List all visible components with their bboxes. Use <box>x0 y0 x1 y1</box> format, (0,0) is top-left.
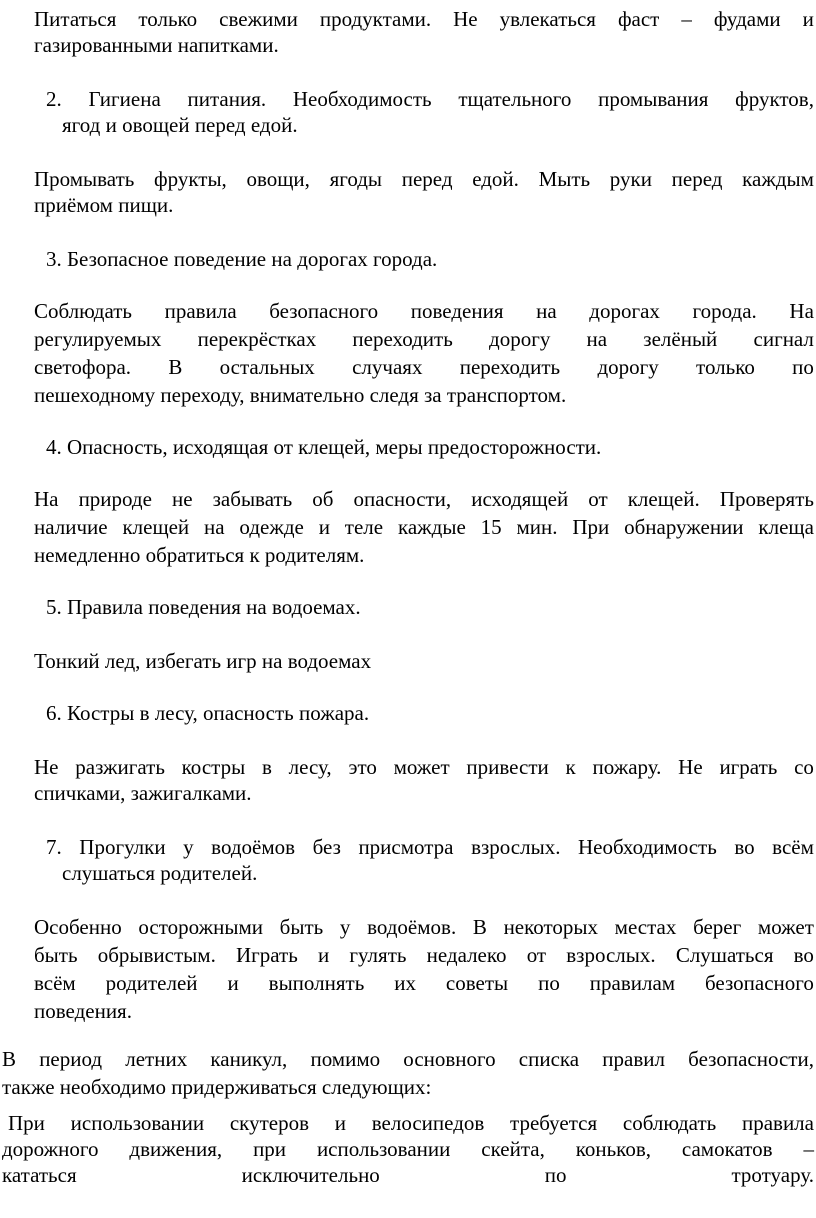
word: местах <box>614 915 677 939</box>
word: свежими <box>219 7 298 31</box>
word: при <box>253 1137 287 1161</box>
word: и <box>317 943 330 967</box>
word: всём <box>772 835 814 859</box>
word: Слушаться <box>675 943 774 967</box>
paragraph-line: также необходимо придерживаться следующих: <box>2 1075 432 1099</box>
word: остальных <box>219 355 315 379</box>
word: Играть <box>235 943 298 967</box>
word: При <box>8 1111 45 1135</box>
paragraph-line <box>34 166 814 192</box>
word: велосипедов <box>371 1111 485 1135</box>
word: переходить <box>459 355 561 379</box>
word: самокатов <box>681 1137 773 1161</box>
word: ягоды <box>329 167 383 191</box>
word: основного <box>403 1047 496 1071</box>
word: перед <box>671 167 723 191</box>
word: осторожными <box>138 915 263 939</box>
word: зелёный <box>643 327 718 351</box>
word: В <box>168 355 183 379</box>
word: 15 <box>480 515 502 539</box>
word: фаст <box>617 7 660 31</box>
word: всём <box>34 971 76 995</box>
word: скейта, <box>481 1137 545 1161</box>
word: – <box>803 1137 814 1161</box>
word: некоторых <box>503 915 598 939</box>
word: питания. <box>187 87 267 111</box>
word: В <box>472 915 487 939</box>
word: Соблюдать <box>34 299 132 323</box>
word: правила <box>741 1111 814 1135</box>
word: едой. <box>472 167 519 191</box>
paragraph-line: газированными напитками. <box>34 33 279 57</box>
word: фруктов, <box>735 87 814 111</box>
word: каникул, <box>210 1047 288 1071</box>
word: дорогу <box>597 355 659 379</box>
word: только <box>696 355 755 379</box>
word: Не <box>453 7 478 31</box>
word: правил <box>602 1047 665 1071</box>
paragraph-line: немедленно обратиться к родителям. <box>34 543 365 567</box>
word: клеща <box>758 515 814 539</box>
word: овощи, <box>246 167 310 191</box>
word: фрукты, <box>154 167 227 191</box>
word: только <box>138 7 198 31</box>
paragraph-line: Тонкий лед, избегать игр на водоемах <box>34 649 372 673</box>
word: летних <box>125 1047 188 1071</box>
word: перед <box>401 167 453 191</box>
paragraph-line <box>34 970 814 996</box>
paragraph-line: пешеходному переходу, внимательно следя за транспортом. <box>34 383 567 407</box>
word: правилам <box>589 971 676 995</box>
word: на <box>586 327 608 351</box>
word: и <box>802 7 814 31</box>
word: период <box>39 1047 103 1071</box>
word: тщательного <box>458 87 572 111</box>
list-item-heading: 5. Правила поведения на водоемах. <box>46 595 361 619</box>
list-item-heading <box>46 86 814 112</box>
word: использовании <box>70 1111 205 1135</box>
word: Питаться <box>34 7 117 31</box>
word: забывать <box>212 487 293 511</box>
word: берег <box>693 915 742 939</box>
word: тротуару. <box>731 1163 814 1187</box>
word: играть <box>719 755 778 779</box>
word: без <box>312 835 341 859</box>
word: исключительно <box>241 1163 380 1187</box>
word: города. <box>692 299 757 323</box>
word: их <box>394 971 416 995</box>
word: промывания <box>598 87 709 111</box>
word: безопасного <box>269 299 379 323</box>
word: у <box>183 835 194 859</box>
word: На <box>34 487 59 511</box>
word: быть <box>34 943 78 967</box>
word: пожару. <box>592 755 662 779</box>
word: к <box>565 755 576 779</box>
word: Необходимость <box>578 835 717 859</box>
paragraph-line: приёмом пищи. <box>34 193 174 217</box>
word: от <box>588 487 608 511</box>
word: клещей <box>122 515 190 539</box>
word: мин. <box>516 515 558 539</box>
word: скутеров <box>229 1111 309 1135</box>
list-item-heading: 3. Безопасное поведение на дорогах города. <box>46 247 438 271</box>
word: обрывистым. <box>97 943 216 967</box>
word: случаях <box>352 355 423 379</box>
word: Не <box>678 755 703 779</box>
word: 7. <box>46 835 62 859</box>
word: требуется <box>510 1111 598 1135</box>
word: одежде <box>239 515 304 539</box>
word: на <box>204 515 225 539</box>
word: советы <box>445 971 509 995</box>
word: При <box>572 515 610 539</box>
paragraph-line <box>2 1136 814 1162</box>
word: лесу, <box>288 755 332 779</box>
paragraph-line <box>34 298 814 324</box>
word: Прогулки <box>79 835 166 859</box>
word: Мыть <box>538 167 591 191</box>
word: родителей <box>105 971 198 995</box>
word: перекрёстках <box>197 327 317 351</box>
word: обнаружении <box>624 515 744 539</box>
paragraph-line <box>34 486 814 512</box>
word: водоёмов <box>211 835 296 859</box>
word: продуктами. <box>319 7 432 31</box>
word: увлекаться <box>499 7 596 31</box>
paragraph-line: поведения. <box>34 999 132 1023</box>
list-item-heading: 6. Костры в лесу, опасность пожара. <box>46 701 370 725</box>
paragraph-line <box>34 754 814 780</box>
word: Особенно <box>34 915 122 939</box>
word: В <box>2 1047 17 1071</box>
word: может <box>393 755 450 779</box>
word: со <box>794 755 814 779</box>
word: использовании <box>316 1137 451 1161</box>
paragraph-line: спичками, зажигалками. <box>34 781 252 805</box>
word: поведения <box>410 299 504 323</box>
word: это <box>348 755 377 779</box>
word: каждым <box>742 167 814 191</box>
word: на <box>536 299 557 323</box>
word: фудами <box>713 7 781 31</box>
word: кататься <box>2 1163 77 1187</box>
word: 2. <box>46 87 62 111</box>
word: может <box>757 915 814 939</box>
word: от <box>526 943 547 967</box>
word: Не <box>34 755 59 779</box>
word: дорожного <box>2 1137 99 1161</box>
word: костры <box>181 755 246 779</box>
word: Промывать <box>34 167 135 191</box>
word: природе <box>78 487 152 511</box>
word: светофора. <box>34 355 132 379</box>
word: коньков, <box>575 1137 651 1161</box>
word: безопасного <box>705 971 814 995</box>
word: соблюдать <box>622 1111 717 1135</box>
word: водоёмов. <box>367 915 457 939</box>
list-item-heading: 4. Опасность, исходящая от клещей, меры предосторожности. <box>46 435 602 459</box>
word: по <box>538 971 560 995</box>
paragraph-line <box>34 354 814 380</box>
word: в <box>261 755 272 779</box>
word: разжигать <box>75 755 165 779</box>
paragraph-line <box>34 326 814 352</box>
word: об <box>312 487 334 511</box>
word: теле <box>344 515 384 539</box>
word: привести <box>466 755 549 779</box>
word: по <box>544 1163 567 1187</box>
word: выполнять <box>268 971 365 995</box>
word: клещей. <box>627 487 700 511</box>
paragraph-line <box>2 1162 814 1188</box>
word: Гигиена <box>88 87 161 111</box>
word: и <box>334 1111 346 1135</box>
list-item-heading: слушаться родителей. <box>62 861 258 885</box>
word: по <box>792 355 814 379</box>
word: дорогу <box>489 327 551 351</box>
word: помимо <box>310 1047 381 1071</box>
word: руки <box>609 167 652 191</box>
word: каждые <box>397 515 466 539</box>
word: у <box>339 915 351 939</box>
word: взрослых. <box>471 835 561 859</box>
word: опасности, <box>353 487 452 511</box>
word: во <box>793 943 814 967</box>
word: исходящей <box>471 487 569 511</box>
word: наличие <box>34 515 108 539</box>
word: гулять <box>349 943 407 967</box>
paragraph-line <box>34 6 814 32</box>
word: безопасности, <box>688 1047 814 1071</box>
word: движения, <box>129 1137 223 1161</box>
list-item-heading: ягод и овощей перед едой. <box>62 113 298 137</box>
word: дорогах <box>589 299 660 323</box>
word: Проверять <box>719 487 814 511</box>
word: Необходимость <box>292 87 432 111</box>
paragraph-line <box>34 942 814 968</box>
word: списка <box>518 1047 580 1071</box>
word: недалеко <box>426 943 507 967</box>
paragraph-line <box>2 1046 814 1072</box>
word: быть <box>279 915 324 939</box>
word: На <box>789 299 814 323</box>
word: во <box>734 835 755 859</box>
paragraph-line <box>34 914 814 940</box>
word: не <box>172 487 193 511</box>
word: регулируемых <box>34 327 162 351</box>
word: и <box>227 971 239 995</box>
word: – <box>681 7 692 31</box>
word: присмотра <box>358 835 454 859</box>
word: взрослых. <box>566 943 656 967</box>
word: правила <box>164 299 237 323</box>
word: сигнал <box>753 327 814 351</box>
list-item-heading <box>46 834 814 860</box>
word: и <box>318 515 330 539</box>
paragraph-line <box>8 1110 814 1136</box>
word: переходить <box>352 327 453 351</box>
paragraph-line <box>34 514 814 540</box>
